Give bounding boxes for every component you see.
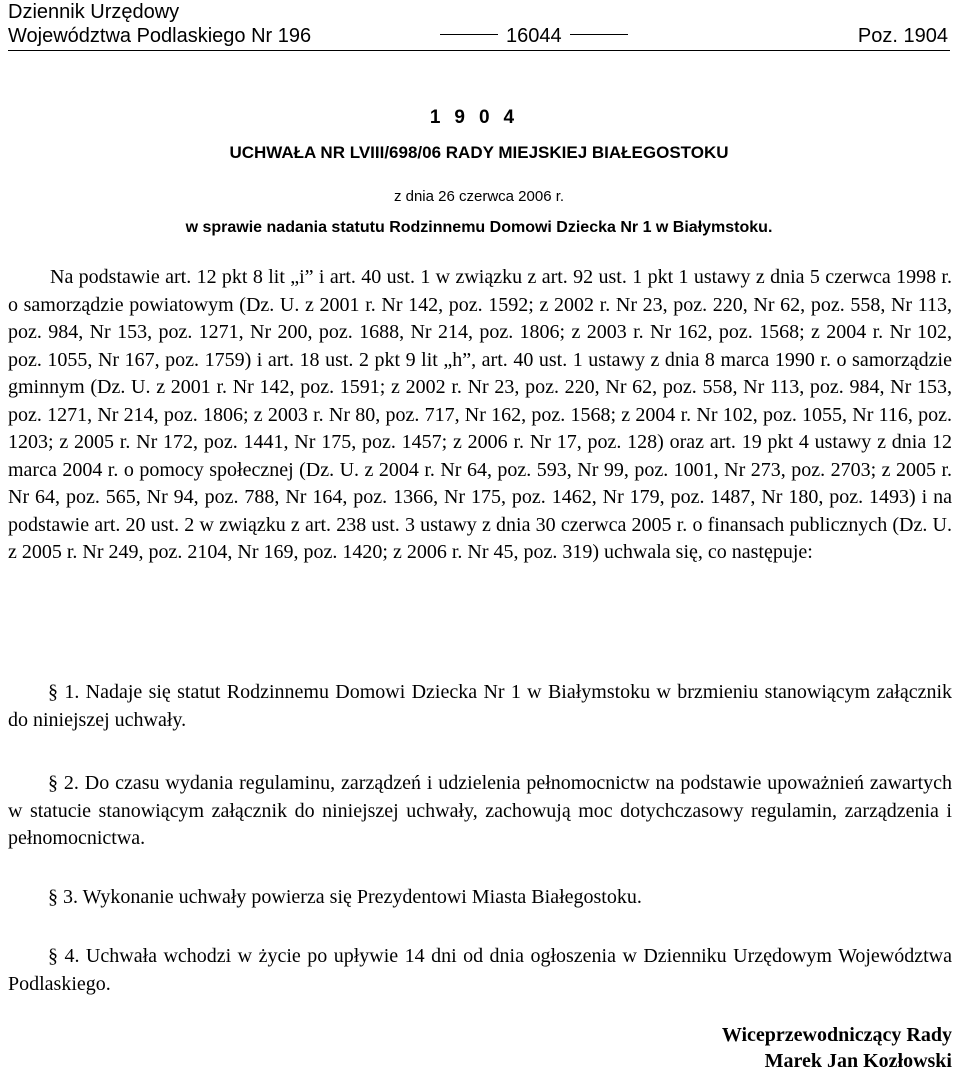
header-divider (8, 50, 950, 51)
page-number-group (432, 24, 636, 48)
signatory-name: Marek Jan Kozłowski (764, 1050, 952, 1072)
page-number-rule-right (570, 34, 628, 35)
page-number: 16044 (506, 25, 562, 47)
journal-region: Województwa Podlaskiego Nr 196 (8, 25, 312, 47)
document-subject: w sprawie nadania statutu Rodzinnemu Domowi Dziecka Nr 1 w Białymstoku. (185, 219, 773, 236)
paragraph-4: § 4. Uchwała wchodzi w życie po upływie 14 dni od dnia ogłoszenia w Dzienniku Urzędowym Województwa Podlaskiego. (8, 945, 952, 995)
signatory-role: Wiceprzewodniczący Rady (721, 1024, 952, 1046)
signature-block (722, 1022, 952, 1074)
page-number-rule-left (440, 34, 498, 35)
document-date: z dnia 26 czerwca 2006 r. (393, 188, 565, 205)
paragraph-1: § 1. Nadaje się statut Rodzinnemu Domowi Dziecka Nr 1 w Białymstoku w brzmieniu stanowiącym załącznik do niniejszej uchwały. (8, 681, 952, 731)
journal-name: Dziennik Urzędowy (8, 1, 180, 23)
document-number: 1904 (429, 107, 529, 128)
preamble: Na podstawie art. 12 pkt 8 lit „i” i art. 40 ust. 1 w związku z art. 92 ust. 1 pkt 1 ustawy z dnia 5 czerwca 1998 r. o samorządzie powiatowym (Dz. U. z 2001 r. Nr 142, poz. 1592; z 2002 r. Nr 23, poz. 220, Nr 62, poz. 558, Nr 113, poz. 984, Nr 153, poz. 1271, Nr 200, poz. 1688, Nr 214, poz. 1806; z 2003 r. Nr 162, poz. 1568; z 2004 r. Nr 102, poz. 1055, Nr 167, poz. 1759) i art. 18 ust. 2 pkt 9 lit „h”, art. 40 ust. 1 ustawy z dnia 8 marca 1990 r. o samorządzie gminnym (Dz. U. z 2001 r. Nr 142, poz. 1591; z 2002 r. Nr 23, poz. 220, Nr 62, poz. 558, Nr 113, poz. 984, Nr 153, poz. 1271, Nr 214, poz. 1806; z 2003 r. Nr 80, poz. 717, Nr 162, poz. 1568; z 2004 r. Nr 102, poz. 1055, Nr 116, poz. 1203; z 2005 r. Nr 172, poz. 1441, Nr 175, poz. 1457; z 2006 r. Nr 17, poz. 128) oraz art. 19 pkt 4 ustawy z dnia 12 marca 2004 r. o pomocy społecznej (Dz. U. z 2004 r. Nr 64, poz. 593, Nr 99, poz. 1001, Nr 273, poz. 2703; z 2005 r. Nr 64, poz. 565, Nr 94, poz. 788, Nr 164, poz. 1366, Nr 175, poz. 1462, Nr 179, poz. 1487, Nr 180, poz. 1493) i na podstawie art. 20 ust. 2 w związku z art. 238 ust. 3 ustawy z dnia 30 czerwca 2005 r. o finansach publicznych (Dz. U. z 2005 r. Nr 249, poz. 2104, Nr 169, poz. 1420; z 2006 r. Nr 45, poz. 319) uchwala się, co następuje: (8, 266, 952, 563)
paragraph-2: § 2. Do czasu wydania regulaminu, zarządzeń i udzielenia pełnomocnictw na podstawie upoważnień zawartych w statucie stanowiącym załącznik do niniejszej uchwały, zachowują moc dotychczasowy regulamin, zarządzenia i pełnomocnictwa. (8, 772, 952, 849)
position-number: Poz. 1904 (857, 25, 948, 47)
paragraph-3: § 3. Wykonanie uchwały powierza się Prezydentowi Miasta Białegostoku. (48, 886, 642, 908)
document-title: UCHWAŁA NR LVIII/698/06 RADY MIEJSKIEJ BIAŁEGOSTOKU (229, 143, 729, 162)
page-header (8, 0, 948, 48)
header-line2 (8, 24, 948, 48)
